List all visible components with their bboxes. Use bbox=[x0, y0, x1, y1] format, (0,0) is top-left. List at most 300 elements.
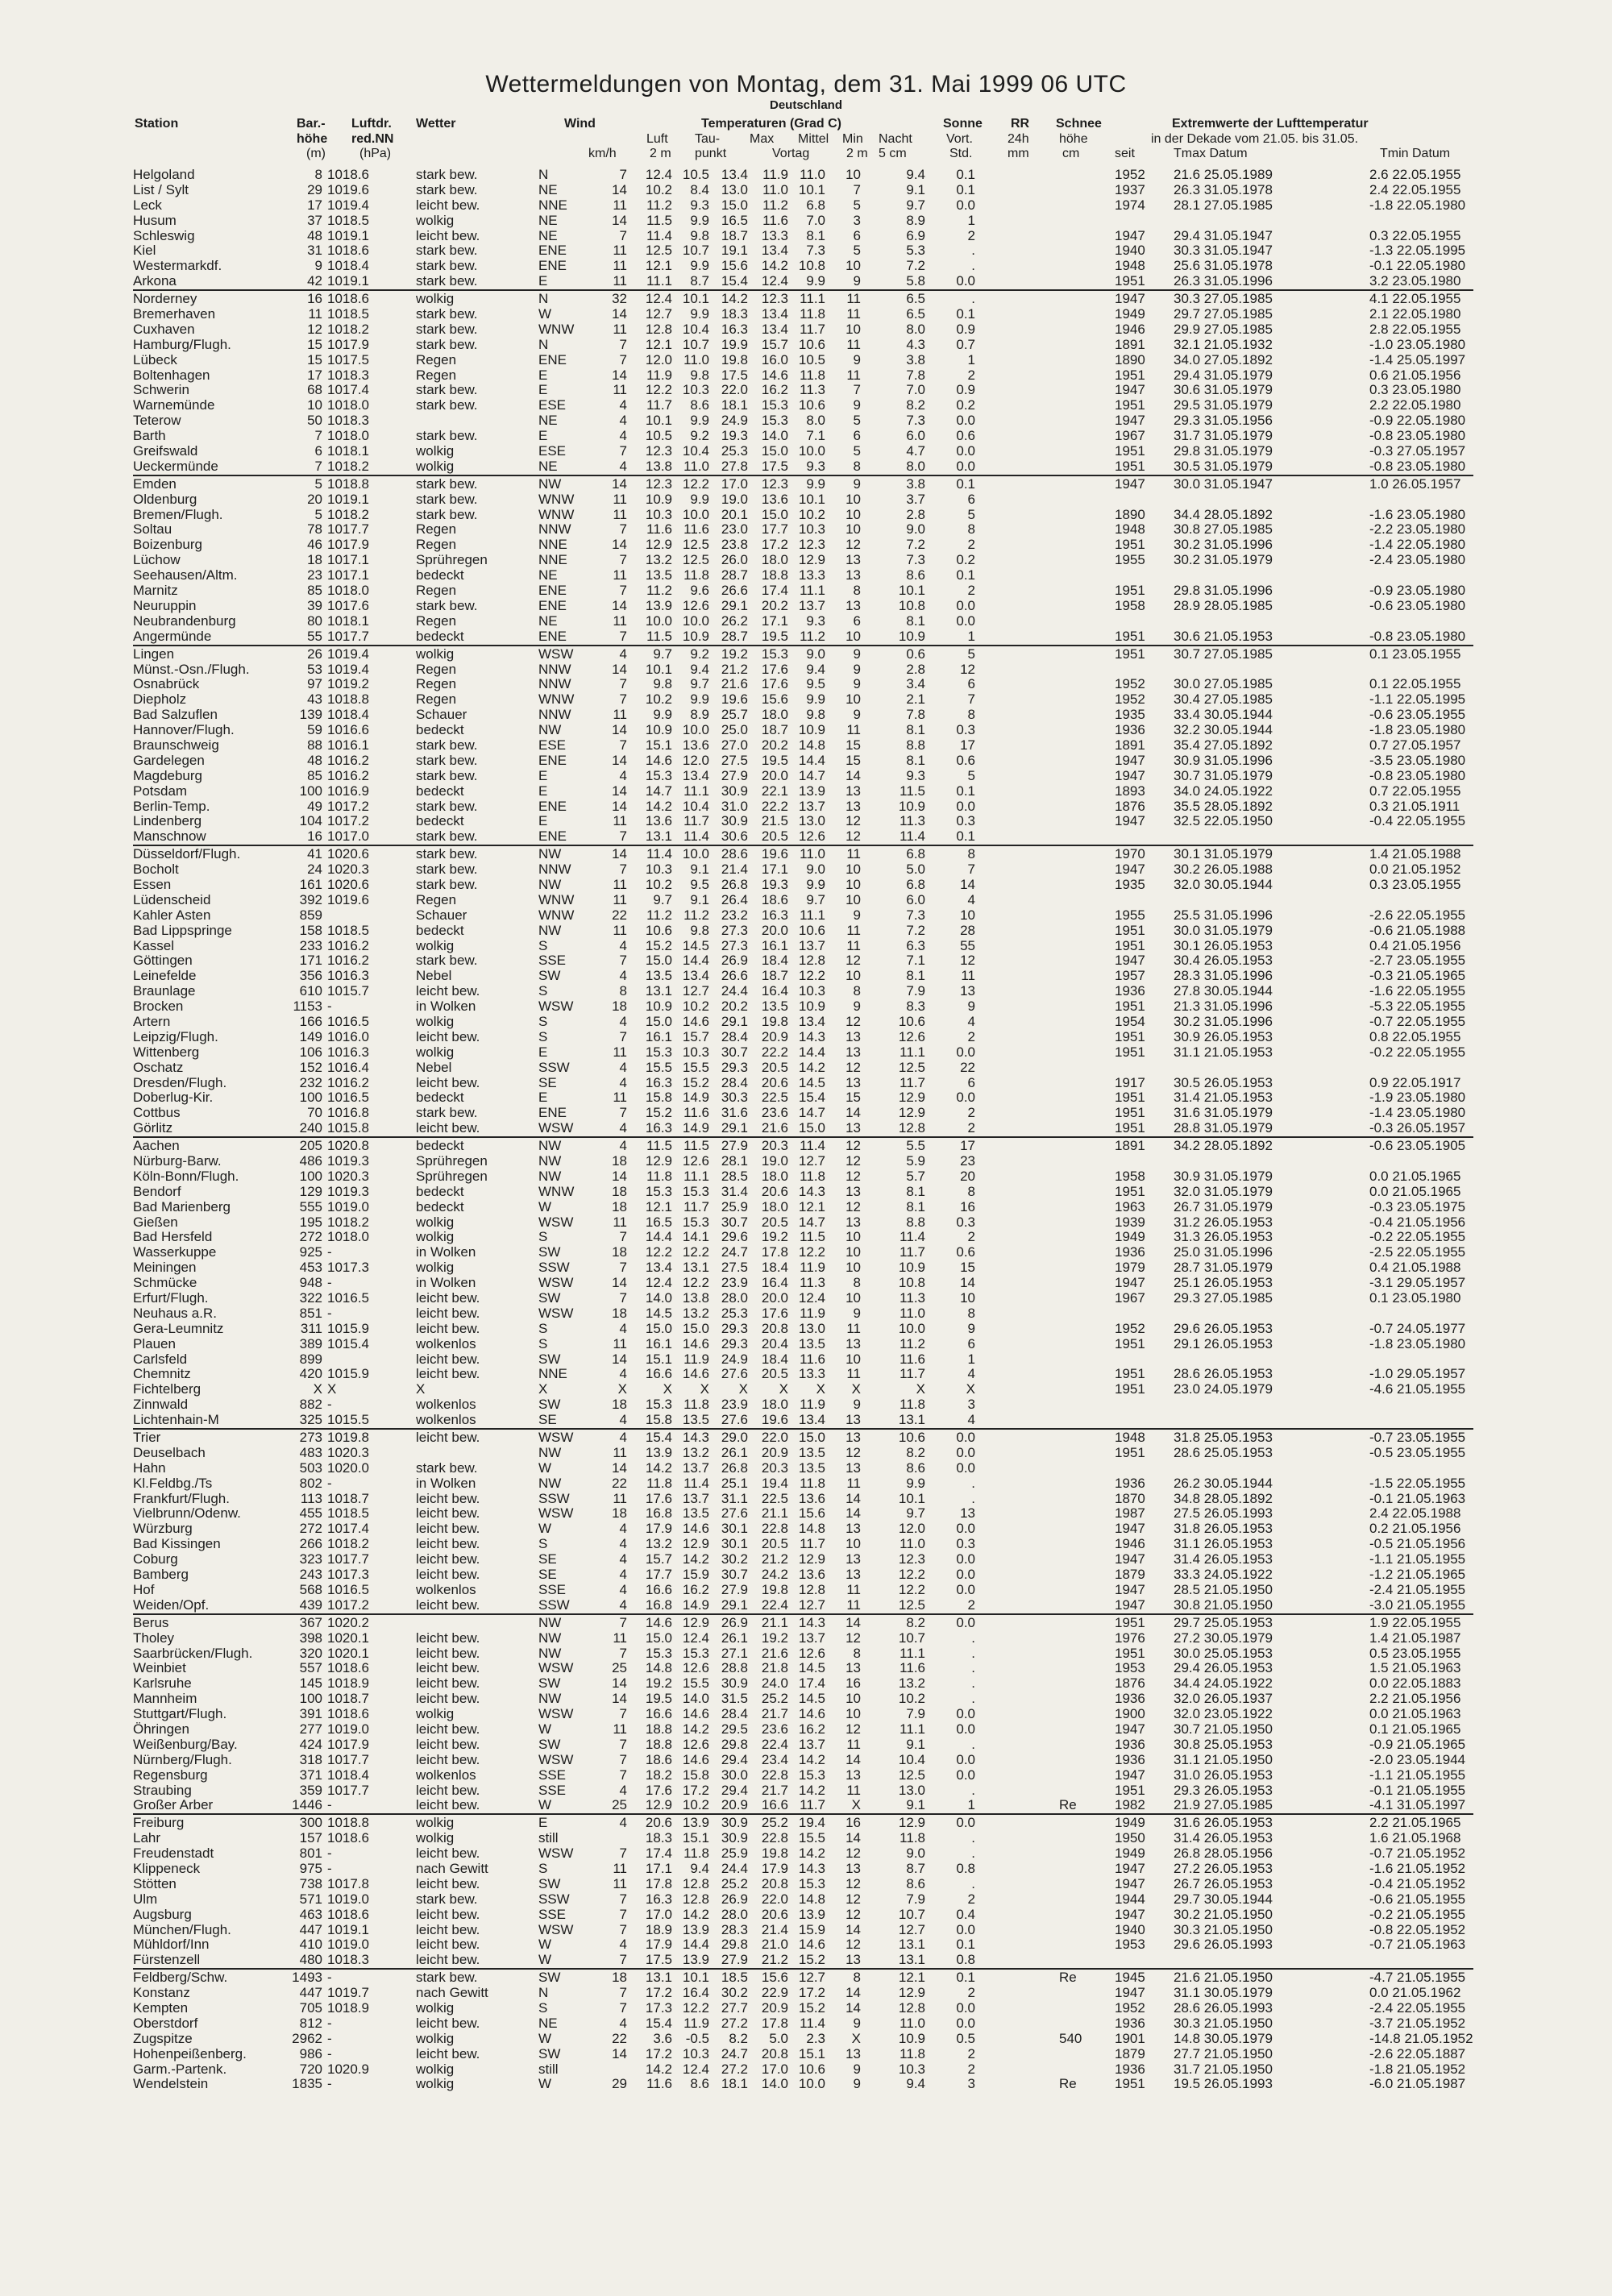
cell-tmax: 26.2 30.05.1944 bbox=[1174, 1475, 1273, 1491]
cell-taupunkt: 10.3 bbox=[682, 382, 709, 398]
cell-temp-min: 9.7 bbox=[806, 891, 825, 907]
cell-temp-luft: 15.8 bbox=[645, 1090, 672, 1106]
cell-tmax: 14.8 30.05.1979 bbox=[1174, 2030, 1273, 2046]
table-row bbox=[0, 183, 1612, 198]
cell-wetter: Nebel bbox=[416, 968, 452, 984]
cell-niederschlag: 8 bbox=[967, 1305, 975, 1321]
cell-temp-luft: 13.9 bbox=[645, 1444, 672, 1460]
cell-temp-min: 10.6 bbox=[798, 922, 825, 938]
cell-wind-dir: E bbox=[538, 428, 548, 444]
cell-temp-luft: 11.4 bbox=[646, 846, 672, 862]
cell-tmin: -1.0 29.05.1957 bbox=[1369, 1366, 1466, 1382]
cell-temp-max: 30.9 bbox=[721, 1675, 748, 1692]
cell-temp-luft: 17.2 bbox=[645, 1985, 672, 2001]
cell-temp-mittel: 22.5 bbox=[761, 1490, 788, 1506]
cell-tmax: 30.2 31.05.1979 bbox=[1174, 552, 1273, 568]
cell-temp-mittel: 23.4 bbox=[761, 1751, 788, 1767]
cell-seit: 1901 bbox=[1115, 2030, 1145, 2046]
cell-taupunkt: 10.1 bbox=[682, 291, 709, 307]
cell-temp-luft: 15.3 bbox=[645, 1645, 672, 1661]
cell-wind-dir: S bbox=[538, 1320, 548, 1336]
cell-seit: 1979 bbox=[1115, 1260, 1145, 1276]
cell-temp-luft: 11.5 bbox=[646, 212, 672, 228]
cell-temp-min: 9.9 bbox=[806, 273, 825, 289]
cell-seit: 1951 bbox=[1115, 1444, 1145, 1460]
cell-seit: 1951 bbox=[1115, 999, 1145, 1015]
cell-niederschlag: 0.9 bbox=[956, 321, 975, 337]
cell-wind-speed: 7 bbox=[619, 1736, 627, 1752]
cell-temp-nacht: 13 bbox=[845, 1044, 861, 1060]
cell-temp-nacht: 5 bbox=[853, 413, 861, 429]
cell-temp-max: 31.6 bbox=[721, 1105, 748, 1121]
cell-station: Stuttgart/Flugh. bbox=[133, 1706, 227, 1722]
table-row bbox=[0, 322, 1612, 338]
cell-tmin: -3.0 21.05.1955 bbox=[1369, 1596, 1466, 1613]
cell-bar-hoehe: 899 bbox=[299, 1351, 322, 1367]
cell-wind-speed: 7 bbox=[619, 521, 627, 538]
cell-taupunkt: 11.5 bbox=[683, 1138, 709, 1154]
cell-niederschlag: 4 bbox=[967, 1366, 975, 1382]
cell-luftdruck: 1018.6 bbox=[327, 1706, 369, 1722]
cell-bar-hoehe: 439 bbox=[299, 1596, 322, 1613]
cell-taupunkt: 13.5 bbox=[682, 1505, 709, 1522]
cell-temp-max: 25.3 bbox=[721, 1305, 748, 1321]
cell-wind-speed: 11 bbox=[613, 891, 627, 907]
cell-wetter: stark bew. bbox=[416, 828, 478, 845]
cell-temp-nacht: 9 bbox=[853, 2061, 861, 2077]
cell-luftdruck: 1016.2 bbox=[327, 937, 369, 953]
cell-taupunkt: 10.4 bbox=[682, 443, 709, 459]
table-row bbox=[0, 1090, 1612, 1106]
cell-wetter: leicht bew. bbox=[416, 1430, 480, 1446]
cell-temp-max: 30.2 bbox=[721, 1551, 748, 1567]
cell-temp-nacht: 10 bbox=[845, 258, 861, 274]
cell-taupunkt: 10.4 bbox=[682, 798, 709, 814]
cell-temp-max: 26.9 bbox=[721, 1614, 748, 1630]
table-row bbox=[0, 1430, 1612, 1446]
cell-temp-mittel: 14.0 bbox=[761, 428, 788, 444]
cell-luftdruck: 1019.7 bbox=[327, 1985, 369, 2001]
cell-seit: 1949 bbox=[1115, 1846, 1145, 1862]
cell-bar-hoehe: 557 bbox=[299, 1660, 322, 1676]
cell-station: Garm.-Partenk. bbox=[133, 2061, 227, 2077]
cell-temp-nacht: 10 bbox=[845, 167, 861, 182]
cell-wetter: Regen bbox=[416, 537, 457, 553]
cell-temp-max: 19.1 bbox=[721, 243, 748, 259]
cell-niederschlag: 2 bbox=[967, 1028, 975, 1044]
cell-station: Seehausen/Altm. bbox=[133, 567, 238, 583]
cell-sonne: 10.3 bbox=[898, 2061, 925, 2077]
cell-seit: 1951 bbox=[1115, 1183, 1145, 1199]
cell-temp-luft: 10.3 bbox=[645, 862, 672, 878]
cell-temp-max: 31.5 bbox=[721, 1691, 748, 1707]
cell-sonne: 11.4 bbox=[899, 1229, 925, 1245]
cell-bar-hoehe: 17 bbox=[307, 197, 322, 213]
cell-luftdruck: 1019.3 bbox=[327, 1183, 369, 1199]
cell-station: Kl.Feldbg./Ts bbox=[133, 1475, 213, 1491]
cell-seit: 1936 bbox=[1115, 1736, 1145, 1752]
cell-wind-speed: 14 bbox=[612, 798, 627, 814]
cell-tmax: 34.8 28.05.1892 bbox=[1174, 1490, 1273, 1506]
cell-tmin: -4.6 21.05.1955 bbox=[1369, 1381, 1466, 1397]
cell-taupunkt: 12.2 bbox=[682, 475, 709, 492]
cell-wind-dir: SE bbox=[538, 1412, 557, 1428]
cell-tmin: -1.9 23.05.1980 bbox=[1369, 1090, 1466, 1106]
cell-luftdruck: - bbox=[327, 2030, 332, 2046]
cell-wind-dir: ENE bbox=[538, 351, 567, 367]
cell-tmin: -2.6 22.05.1955 bbox=[1369, 907, 1466, 923]
cell-niederschlag: 0.1 bbox=[956, 1970, 975, 1986]
cell-wetter: leicht bew. bbox=[416, 983, 480, 999]
cell-sonne: 12.2 bbox=[898, 1581, 925, 1597]
cell-niederschlag: . bbox=[971, 1475, 975, 1491]
cell-seit: 1947 bbox=[1115, 1985, 1145, 2001]
table-row bbox=[0, 1215, 1612, 1231]
cell-wetter: wolkig bbox=[416, 1815, 455, 1831]
cell-taupunkt: 9.2 bbox=[690, 646, 709, 662]
table-row bbox=[0, 1200, 1612, 1215]
cell-taupunkt: 13.5 bbox=[682, 1412, 709, 1428]
cell-temp-mittel: 11.6 bbox=[762, 212, 788, 228]
cell-luftdruck: 1018.3 bbox=[327, 413, 369, 429]
cell-niederschlag: 2 bbox=[967, 2045, 975, 2061]
cell-wind-speed: 14 bbox=[612, 1168, 627, 1184]
cell-temp-mittel: 19.4 bbox=[761, 1475, 788, 1491]
cell-temp-mittel: 11.2 bbox=[762, 197, 788, 213]
cell-temp-max: 27.9 bbox=[721, 767, 748, 783]
cell-station: Bendorf bbox=[133, 1183, 181, 1199]
cell-taupunkt: 14.0 bbox=[682, 1691, 709, 1707]
cell-temp-max: 25.3 bbox=[721, 443, 748, 459]
cell-seit: 1940 bbox=[1115, 243, 1145, 259]
cell-wetter: leicht bew. bbox=[416, 1906, 480, 1922]
cell-taupunkt: 10.3 bbox=[682, 2045, 709, 2061]
cell-temp-min: 13.0 bbox=[798, 813, 825, 829]
cell-bar-hoehe: 738 bbox=[299, 1875, 322, 1891]
cell-sonne: 3.8 bbox=[906, 351, 925, 367]
cell-luftdruck: 1018.9 bbox=[327, 1675, 369, 1692]
cell-temp-luft: 12.3 bbox=[645, 443, 672, 459]
cell-temp-luft: 10.9 bbox=[645, 999, 672, 1015]
cell-wind-dir: WSW bbox=[538, 1214, 574, 1230]
cell-temp-nacht: 10 bbox=[845, 1244, 861, 1260]
cell-seit: 1870 bbox=[1115, 1490, 1145, 1506]
cell-niederschlag: 0.1 bbox=[956, 1937, 975, 1953]
cell-temp-max: 23.9 bbox=[721, 1275, 748, 1291]
cell-bar-hoehe: 272 bbox=[299, 1521, 322, 1537]
cell-wetter: stark bew. bbox=[416, 506, 478, 522]
cell-temp-min: 12.8 bbox=[798, 1581, 825, 1597]
cell-niederschlag: 0.7 bbox=[956, 336, 975, 352]
cell-temp-min: 11.7 bbox=[800, 321, 825, 337]
cell-temp-nacht: 11 bbox=[846, 1475, 861, 1491]
cell-tmax: 32.0 31.05.1979 bbox=[1174, 1183, 1273, 1199]
cell-wetter: leicht bew. bbox=[416, 1290, 480, 1306]
cell-tmax: 32.0 26.05.1937 bbox=[1174, 1691, 1273, 1707]
cell-temp-nacht: 13 bbox=[845, 597, 861, 613]
cell-wetter: stark bew. bbox=[416, 862, 478, 878]
cell-luftdruck: 1019.0 bbox=[327, 1937, 369, 1953]
cell-seit: 1947 bbox=[1115, 752, 1145, 768]
cell-tmax: 31.4 21.05.1953 bbox=[1174, 1090, 1273, 1106]
cell-seit: 1948 bbox=[1115, 258, 1145, 274]
cell-niederschlag: 0.0 bbox=[956, 798, 975, 814]
cell-temp-max: 19.2 bbox=[721, 646, 748, 662]
cell-temp-min: 9.3 bbox=[806, 612, 825, 629]
cell-temp-min: 10.1 bbox=[798, 491, 825, 507]
cell-temp-nacht: 9 bbox=[853, 351, 861, 367]
cell-temp-nacht: 5 bbox=[853, 443, 861, 459]
cell-wind-dir: ENE bbox=[538, 752, 567, 768]
cell-temp-min: 11.9 bbox=[800, 1305, 825, 1321]
cell-luftdruck: 1015.4 bbox=[327, 1335, 369, 1351]
cell-station: Kempten bbox=[133, 1999, 189, 2016]
cell-temp-luft: 15.3 bbox=[645, 1397, 672, 1413]
cell-bar-hoehe: 571 bbox=[299, 1891, 322, 1907]
cell-tmin: -3.5 23.05.1980 bbox=[1369, 752, 1466, 768]
cell-wetter: bedeckt bbox=[416, 1138, 464, 1154]
cell-seit: 1951 bbox=[1115, 537, 1145, 553]
cell-station: Nürburg-Barw. bbox=[133, 1153, 222, 1169]
cell-niederschlag: 0.0 bbox=[956, 1706, 975, 1722]
cell-bar-hoehe: 78 bbox=[307, 521, 322, 538]
cell-niederschlag: 0.1 bbox=[956, 306, 975, 322]
cell-wind-speed: 11 bbox=[613, 1044, 627, 1060]
cell-temp-luft: 12.5 bbox=[645, 243, 672, 259]
cell-schnee: 540 bbox=[1059, 2030, 1082, 2046]
cell-bar-hoehe: 129 bbox=[299, 1183, 322, 1199]
cell-temp-nacht: 9 bbox=[853, 1305, 861, 1321]
cell-temp-mittel: 18.0 bbox=[761, 1168, 788, 1184]
cell-temp-mittel: 17.6 bbox=[761, 676, 788, 692]
cell-wind-speed: 4 bbox=[619, 1782, 627, 1798]
cell-wetter: Regen bbox=[416, 612, 457, 629]
cell-taupunkt: 9.8 bbox=[690, 367, 709, 383]
cell-luftdruck: 1017.3 bbox=[327, 1567, 369, 1583]
cell-wind-speed: 18 bbox=[612, 1305, 627, 1321]
cell-wind-speed: 4 bbox=[619, 1013, 627, 1029]
cell-temp-min: 14.3 bbox=[798, 1614, 825, 1630]
cell-temp-luft: 12.8 bbox=[645, 321, 672, 337]
cell-tmin: -0.1 21.05.1955 bbox=[1369, 1782, 1466, 1798]
cell-seit: 1951 bbox=[1115, 1645, 1145, 1661]
cell-temp-nacht: 12 bbox=[845, 1630, 861, 1646]
cell-station: Ueckermünde bbox=[133, 458, 218, 474]
cell-station: Osnabrück bbox=[133, 676, 200, 692]
cell-temp-mittel: 23.6 bbox=[761, 1721, 788, 1737]
cell-temp-mittel: 15.6 bbox=[761, 691, 788, 708]
cell-wind-dir: SSW bbox=[538, 1059, 570, 1075]
cell-seit: 1987 bbox=[1115, 1505, 1145, 1522]
cell-taupunkt: 14.9 bbox=[682, 1596, 709, 1613]
header-bar3: (m) bbox=[306, 147, 326, 160]
cell-seit: 1954 bbox=[1115, 1013, 1145, 1029]
cell-tmin: 0.3 23.05.1955 bbox=[1369, 876, 1461, 892]
cell-wind-dir: WSW bbox=[538, 1505, 574, 1522]
cell-wind-dir: still bbox=[538, 2061, 559, 2077]
cell-sonne: 9.1 bbox=[906, 181, 925, 197]
cell-niederschlag: 5 bbox=[967, 767, 975, 783]
cell-station: Cottbus bbox=[133, 1105, 181, 1121]
table-row bbox=[0, 1169, 1612, 1185]
cell-temp-luft: 12.1 bbox=[645, 258, 672, 274]
header-wetter: Wetter bbox=[416, 117, 456, 131]
cell-temp-mittel: 21.1 bbox=[761, 1614, 788, 1630]
cell-tmax: 29.3 31.05.1956 bbox=[1174, 413, 1273, 429]
cell-temp-max: 24.7 bbox=[721, 1244, 748, 1260]
cell-temp-nacht: 13 bbox=[845, 1028, 861, 1044]
cell-temp-min: 15.9 bbox=[798, 1921, 825, 1937]
cell-temp-nacht: 13 bbox=[845, 783, 861, 799]
header-vortag: Vortag bbox=[772, 147, 810, 160]
cell-wind-dir: NW bbox=[538, 1475, 562, 1491]
cell-temp-max: 27.6 bbox=[721, 1412, 748, 1428]
cell-niederschlag: 6 bbox=[967, 676, 975, 692]
cell-station: Bocholt bbox=[133, 862, 179, 878]
cell-temp-luft: 13.6 bbox=[645, 813, 672, 829]
cell-temp-nacht: 9 bbox=[853, 475, 861, 492]
cell-niederschlag: 2 bbox=[967, 1891, 975, 1907]
cell-temp-max: 26.2 bbox=[721, 612, 748, 629]
cell-bar-hoehe: 161 bbox=[299, 876, 322, 892]
cell-wetter: wolkig bbox=[416, 212, 455, 228]
table-row bbox=[0, 1552, 1612, 1567]
cell-seit: 1947 bbox=[1115, 1596, 1145, 1613]
table-row bbox=[0, 1061, 1612, 1076]
cell-bar-hoehe: 171 bbox=[299, 953, 322, 969]
cell-temp-min: 14.5 bbox=[798, 1691, 825, 1707]
cell-bar-hoehe: 882 bbox=[299, 1397, 322, 1413]
cell-temp-max: 27.5 bbox=[721, 752, 748, 768]
cell-temp-nacht: 6 bbox=[853, 428, 861, 444]
cell-taupunkt: 13.9 bbox=[682, 1921, 709, 1937]
cell-temp-luft: 16.6 bbox=[645, 1581, 672, 1597]
cell-wind-dir: ENE bbox=[538, 798, 567, 814]
cell-sonne: 8.6 bbox=[906, 1459, 925, 1476]
cell-temp-max: 29.3 bbox=[721, 1335, 748, 1351]
cell-wind-dir: ENE bbox=[538, 597, 567, 613]
cell-wetter: leicht bew. bbox=[416, 1846, 480, 1862]
cell-temp-min: 11.7 bbox=[800, 1536, 825, 1552]
cell-tmin: 3.2 23.05.1980 bbox=[1369, 273, 1461, 289]
cell-seit: 1935 bbox=[1115, 707, 1145, 723]
cell-tmin: -1.3 22.05.1995 bbox=[1369, 243, 1466, 259]
cell-luftdruck: 1018.0 bbox=[327, 583, 369, 599]
cell-temp-nacht: 12 bbox=[845, 1891, 861, 1907]
cell-station: Neubrandenburg bbox=[133, 612, 236, 629]
cell-tmax: 25.0 31.05.1996 bbox=[1174, 1244, 1273, 1260]
cell-wind-dir: S bbox=[538, 1229, 548, 1245]
cell-wetter: in Wolken bbox=[416, 999, 476, 1015]
table-row bbox=[0, 1030, 1612, 1045]
cell-sonne: 11.6 bbox=[899, 1351, 925, 1367]
cell-wind-dir: S bbox=[538, 1999, 548, 2016]
cell-bar-hoehe: 455 bbox=[299, 1505, 322, 1522]
cell-station: Cuxhaven bbox=[133, 321, 195, 337]
cell-wetter: leicht bew. bbox=[416, 1630, 480, 1646]
cell-bar-hoehe: 5 bbox=[314, 475, 322, 492]
cell-tmax: 31.6 31.05.1979 bbox=[1174, 1105, 1273, 1121]
cell-station: Hof bbox=[133, 1581, 155, 1597]
cell-luftdruck: 1017.2 bbox=[327, 798, 369, 814]
cell-wind-speed: 14 bbox=[612, 783, 627, 799]
cell-taupunkt: 14.4 bbox=[682, 1937, 709, 1953]
cell-luftdruck: 1016.8 bbox=[327, 1105, 369, 1121]
table-row bbox=[0, 999, 1612, 1015]
cell-temp-mittel: 20.3 bbox=[761, 1138, 788, 1154]
cell-temp-nacht: 10 bbox=[845, 1706, 861, 1722]
cell-wetter: leicht bew. bbox=[416, 1305, 480, 1321]
cell-niederschlag: . bbox=[971, 1645, 975, 1661]
cell-bar-hoehe: 88 bbox=[307, 737, 322, 753]
cell-bar-hoehe: 463 bbox=[299, 1906, 322, 1922]
cell-temp-max: 27.8 bbox=[721, 458, 748, 474]
cell-station: Kiel bbox=[133, 243, 156, 259]
cell-sonne: 13.1 bbox=[898, 1952, 925, 1968]
cell-temp-mittel: 18.6 bbox=[761, 891, 788, 907]
cell-taupunkt: 13.6 bbox=[682, 737, 709, 753]
cell-sonne: 8.6 bbox=[906, 1875, 925, 1891]
cell-station: Lingen bbox=[133, 646, 175, 662]
table-row bbox=[0, 969, 1612, 984]
cell-wind-dir: W bbox=[538, 2030, 552, 2046]
cell-wetter: wolkig bbox=[416, 2076, 455, 2092]
cell-wind-dir: NE bbox=[538, 212, 558, 228]
cell-wind-speed: 7 bbox=[619, 227, 627, 243]
table-row bbox=[0, 847, 1612, 862]
cell-seit: 1944 bbox=[1115, 1891, 1145, 1907]
cell-bar-hoehe: 158 bbox=[299, 922, 322, 938]
cell-seit: 1949 bbox=[1115, 1815, 1145, 1831]
cell-temp-min: 12.4 bbox=[798, 1290, 825, 1306]
cell-temp-min: 13.6 bbox=[798, 1490, 825, 1506]
cell-temp-nacht: 13 bbox=[845, 1567, 861, 1583]
cell-tmin: -1.6 22.05.1955 bbox=[1369, 983, 1466, 999]
cell-sonne: 7.9 bbox=[906, 1891, 925, 1907]
cell-sonne: 2.8 bbox=[906, 506, 925, 522]
cell-temp-mittel: 18.4 bbox=[761, 1260, 788, 1276]
cell-tmin: -0.1 22.05.1980 bbox=[1369, 258, 1466, 274]
cell-wetter: leicht bew. bbox=[416, 1028, 480, 1044]
cell-temp-max: 23.9 bbox=[721, 1397, 748, 1413]
cell-temp-luft: 17.9 bbox=[645, 1937, 672, 1953]
cell-wind-speed: 11 bbox=[613, 273, 627, 289]
cell-tmax: 26.8 28.05.1956 bbox=[1174, 1846, 1273, 1862]
cell-temp-min: 11.4 bbox=[800, 1138, 825, 1154]
cell-temp-luft: 9.8 bbox=[653, 676, 672, 692]
cell-station: Fichtelberg bbox=[133, 1381, 202, 1397]
cell-temp-mittel: 23.6 bbox=[761, 1105, 788, 1121]
cell-temp-luft: 10.9 bbox=[645, 491, 672, 507]
cell-seit: 1950 bbox=[1115, 1830, 1145, 1846]
cell-wind-speed: 7 bbox=[619, 828, 627, 845]
cell-temp-min: 10.0 bbox=[798, 2076, 825, 2092]
cell-sonne: 8.2 bbox=[906, 397, 925, 413]
cell-wetter: Schauer bbox=[416, 907, 467, 923]
cell-wind-dir: NW bbox=[538, 1444, 562, 1460]
cell-sonne: 10.7 bbox=[898, 1630, 925, 1646]
cell-temp-nacht: 11 bbox=[846, 1596, 861, 1613]
cell-temp-nacht: 9 bbox=[853, 2015, 861, 2031]
cell-wetter: leicht bew. bbox=[416, 1536, 480, 1552]
cell-luftdruck: 1018.6 bbox=[327, 1660, 369, 1676]
cell-wind-dir: ESE bbox=[538, 737, 567, 753]
cell-wind-dir: ENE bbox=[538, 243, 567, 259]
cell-temp-max: 25.9 bbox=[721, 1198, 748, 1214]
cell-niederschlag: 14 bbox=[960, 876, 975, 892]
cell-temp-luft: 10.6 bbox=[645, 922, 672, 938]
cell-temp-max: 25.7 bbox=[721, 707, 748, 723]
